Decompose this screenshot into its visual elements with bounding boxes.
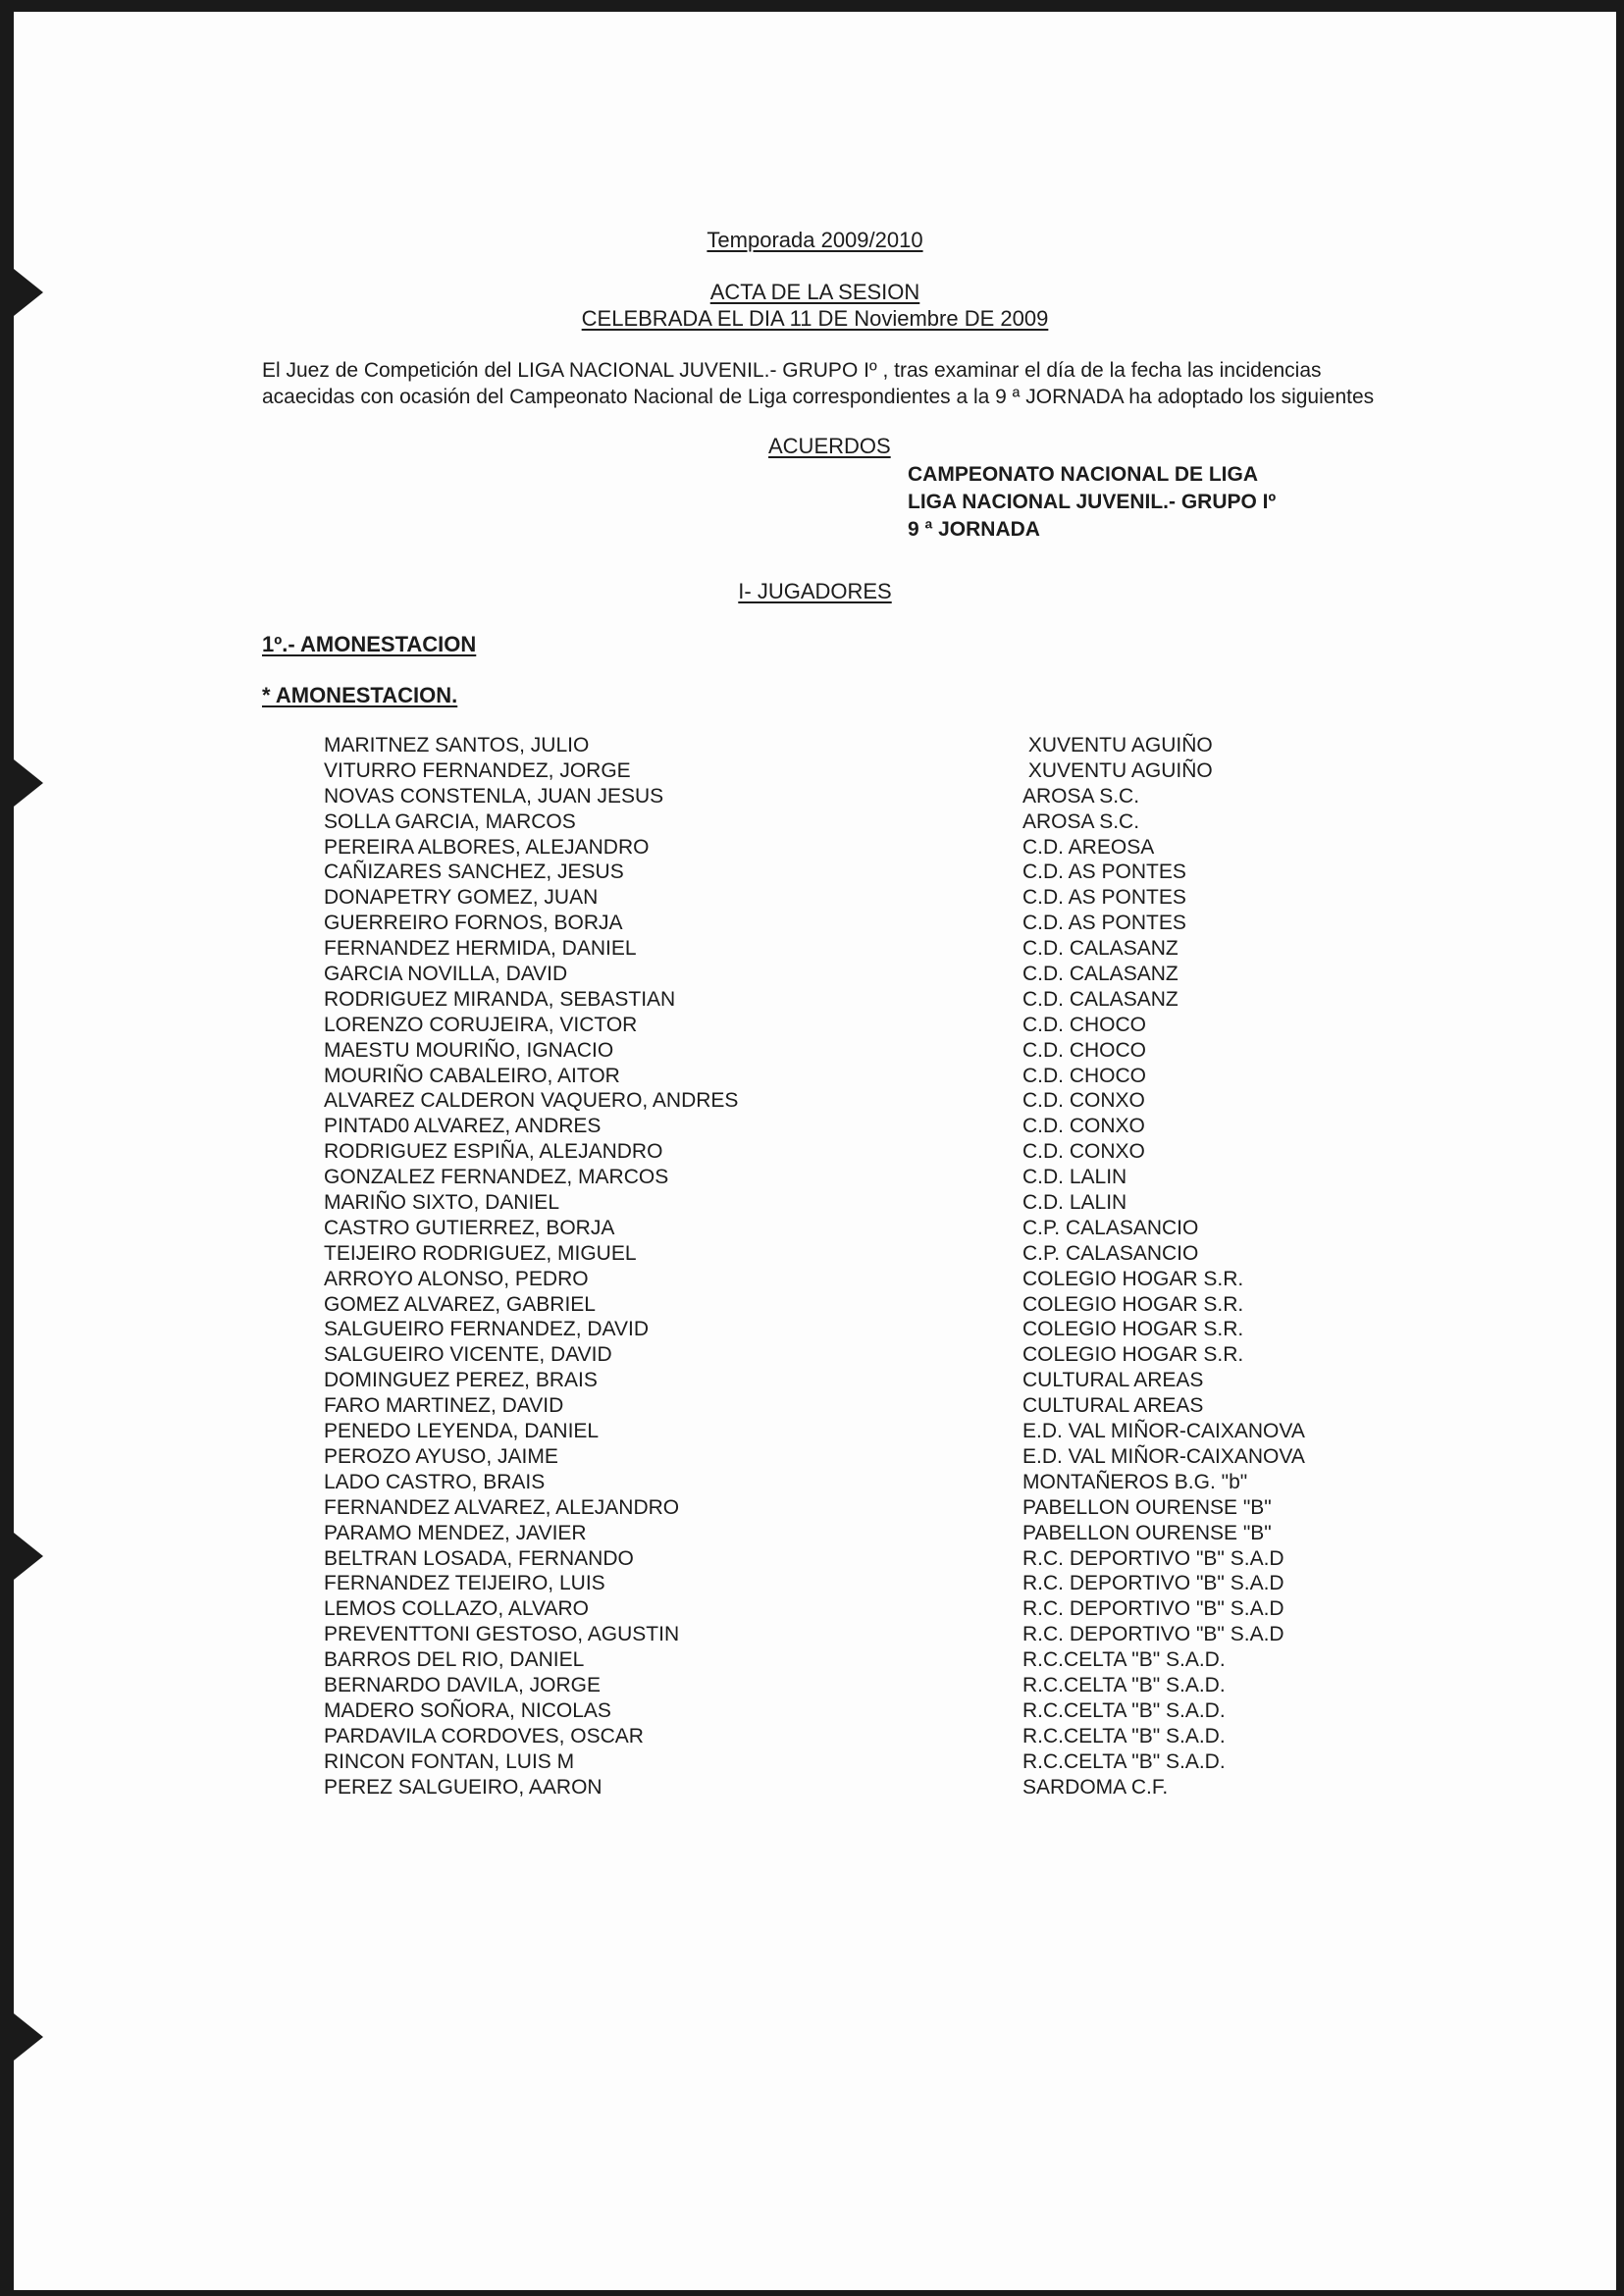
player-row xyxy=(324,1775,1305,1800)
player-name: BERNARDO DAVILA, JORGE xyxy=(324,1673,602,1696)
competition-name: CAMPEONATO NACIONAL DE LIGA xyxy=(908,463,1259,486)
acuerdos-label: ACUERDOS xyxy=(768,434,891,458)
player-name: MARIÑO SIXTO, DANIEL xyxy=(324,1191,559,1215)
player-club: R.C. DEPORTIVO "B" S.A.D xyxy=(1022,1597,1284,1621)
player-club: MONTAÑEROS B.G. "b" xyxy=(1022,1470,1248,1493)
player-club: C.D. CALASANZ xyxy=(1022,987,1179,1011)
player-club: C.P. CALASANCIO xyxy=(1022,1241,1199,1265)
player-row xyxy=(324,784,1305,809)
player-club: C.D. AREOSA xyxy=(1022,835,1155,859)
player-club: AROSA S.C. xyxy=(1022,809,1140,833)
player-club: PABELLON OURENSE "B" xyxy=(1022,1521,1272,1544)
player-club: R.C.CELTA "B" S.A.D. xyxy=(1022,1698,1226,1722)
player-club: R.C.CELTA "B" S.A.D. xyxy=(1022,1724,1226,1748)
player-row xyxy=(324,733,1305,758)
player-name: FARO MARTINEZ, DAVID xyxy=(324,1394,564,1418)
player-club: C.D. CHOCO xyxy=(1022,1013,1146,1036)
player-row xyxy=(324,1393,1305,1419)
player-club: AROSA S.C. xyxy=(1022,784,1140,808)
player-row xyxy=(324,1088,1305,1114)
player-row xyxy=(324,1216,1305,1241)
scan-edge-notch xyxy=(14,2013,43,2061)
player-name: LADO CASTRO, BRAIS xyxy=(324,1470,546,1493)
session-date: CELEBRADA EL DIA 11 DE Noviembre DE 2009 xyxy=(581,306,1049,331)
player-club: R.C.CELTA "B" S.A.D. xyxy=(1022,1648,1226,1672)
player-club: SARDOMA C.F. xyxy=(1022,1775,1169,1799)
season-text: Temporada 2009/2010 xyxy=(707,228,923,252)
session-date-heading xyxy=(14,306,1616,332)
player-name: DOMINGUEZ PEREZ, BRAIS xyxy=(324,1369,598,1392)
player-name: CASTRO GUTIERREZ, BORJA xyxy=(324,1216,615,1239)
player-row xyxy=(324,809,1305,835)
player-club: CULTURAL AREAS xyxy=(1022,1369,1204,1392)
round-name: 9 ª JORNADA xyxy=(908,518,1040,541)
player-row xyxy=(324,1241,1305,1267)
league-name: LIGA NACIONAL JUVENIL.- GRUPO Iº xyxy=(908,491,1277,513)
acta-heading xyxy=(14,280,1616,305)
player-club: PABELLON OURENSE "B" xyxy=(1022,1495,1272,1519)
player-row xyxy=(324,1064,1305,1089)
scan-edge-notch xyxy=(14,759,43,807)
player-row xyxy=(324,1596,1305,1622)
player-name: DONAPETRY GOMEZ, JUAN xyxy=(324,886,599,910)
player-name: NOVAS CONSTENLA, JUAN JESUS xyxy=(324,784,664,808)
player-row xyxy=(324,1013,1305,1038)
player-club: C.D. CONXO xyxy=(1022,1140,1145,1164)
player-row xyxy=(324,1673,1305,1698)
player-name: RINCON FONTAN, LUIS M xyxy=(324,1749,575,1773)
player-club: E.D. VAL MIÑOR-CAIXANOVA xyxy=(1022,1444,1305,1468)
player-club: R.C. DEPORTIVO "B" S.A.D xyxy=(1022,1623,1284,1646)
player-name: GONZALEZ FERNANDEZ, MARCOS xyxy=(324,1166,669,1189)
player-row xyxy=(324,835,1305,861)
player-row xyxy=(324,1190,1305,1216)
player-club: CULTURAL AREAS xyxy=(1022,1394,1204,1418)
competition-block xyxy=(908,461,1276,544)
player-club: COLEGIO HOGAR S.R. xyxy=(1022,1292,1244,1316)
player-name: PREVENTTONI GESTOSO, AGUSTIN xyxy=(324,1623,680,1646)
player-row xyxy=(324,1470,1305,1495)
player-club: R.C.CELTA "B" S.A.D. xyxy=(1022,1749,1226,1773)
player-name: MARITNEZ SANTOS, JULIO xyxy=(324,734,590,757)
player-name: ARROYO ALONSO, PEDRO xyxy=(324,1267,589,1290)
player-name: VITURRO FERNANDEZ, JORGE xyxy=(324,758,631,782)
player-name: FERNANDEZ HERMIDA, DANIEL xyxy=(324,937,637,961)
player-club: C.D. CALASANZ xyxy=(1022,963,1179,986)
player-row xyxy=(324,911,1305,936)
scan-edge-notch xyxy=(14,1533,43,1580)
player-club: C.D. LALIN xyxy=(1022,1191,1127,1215)
player-name: MAESTU MOURIÑO, IGNACIO xyxy=(324,1038,614,1062)
player-name: BELTRAN LOSADA, FERNANDO xyxy=(324,1546,634,1570)
player-club: R.C. DEPORTIVO "B" S.A.D xyxy=(1022,1572,1284,1595)
player-name: RODRIGUEZ MIRANDA, SEBASTIAN xyxy=(324,987,676,1011)
player-name: GARCIA NOVILLA, DAVID xyxy=(324,963,568,986)
player-club: COLEGIO HOGAR S.R. xyxy=(1022,1267,1244,1290)
player-name: TEIJEIRO RODRIGUEZ, MIGUEL xyxy=(324,1241,637,1265)
subsection-title: 1º.- AMONESTACION xyxy=(262,632,477,656)
player-row xyxy=(324,758,1305,784)
player-club: E.D. VAL MIÑOR-CAIXANOVA xyxy=(1022,1420,1305,1443)
player-row xyxy=(324,1622,1305,1647)
document-page xyxy=(14,12,1616,2290)
player-name: GUERREIRO FORNOS, BORJA xyxy=(324,912,623,935)
player-row xyxy=(324,1749,1305,1775)
player-name: BARROS DEL RIO, DANIEL xyxy=(324,1648,585,1672)
player-club: C.D. CHOCO xyxy=(1022,1064,1146,1087)
player-name: SALGUEIRO VICENTE, DAVID xyxy=(324,1343,612,1367)
acta-title: ACTA DE LA SESION xyxy=(709,280,920,304)
player-row xyxy=(324,936,1305,962)
players-section-heading xyxy=(14,579,1616,604)
player-name: PENEDO LEYENDA, DANIEL xyxy=(324,1420,600,1443)
player-club: C.D. LALIN xyxy=(1022,1166,1127,1189)
player-row xyxy=(324,1114,1305,1139)
player-name: RODRIGUEZ ESPIÑA, ALEJANDRO xyxy=(324,1140,663,1164)
intro-line-1: El Juez de Competición del LIGA NACIONAL JUVENIL.- GRUPO Iº , tras examinar el día de la fecha las incidencias xyxy=(262,359,1322,382)
player-club: XUVENTU AGUIÑO xyxy=(1022,758,1213,782)
player-row xyxy=(324,1546,1305,1572)
player-name: PEROZO AYUSO, JAIME xyxy=(324,1444,558,1468)
player-name: LORENZO CORUJEIRA, VICTOR xyxy=(324,1013,638,1036)
player-name: LEMOS COLLAZO, ALVARO xyxy=(324,1597,589,1621)
player-row xyxy=(324,1317,1305,1342)
player-name: FERNANDEZ ALVAREZ, ALEJANDRO xyxy=(324,1495,680,1519)
player-name: PEREIRA ALBORES, ALEJANDRO xyxy=(324,835,650,859)
season-heading xyxy=(14,228,1616,253)
player-name: PARAMO MENDEZ, JAVIER xyxy=(324,1521,587,1544)
player-name: SOLLA GARCIA, MARCOS xyxy=(324,809,576,833)
player-row xyxy=(324,885,1305,911)
player-name: PEREZ SALGUEIRO, AARON xyxy=(324,1775,602,1799)
player-row xyxy=(324,1419,1305,1444)
player-row xyxy=(324,1647,1305,1673)
player-club: R.C.CELTA "B" S.A.D. xyxy=(1022,1673,1226,1696)
player-row xyxy=(324,1521,1305,1546)
player-club: C.P. CALASANCIO xyxy=(1022,1216,1199,1239)
player-row xyxy=(324,987,1305,1013)
intro-line-2: acaecidas con ocasión del Campeonato Nacional de Liga correspondientes a la 9 ª JORNADA ha adoptado los siguientes xyxy=(262,386,1375,408)
player-row xyxy=(324,1698,1305,1724)
player-name: ALVAREZ CALDERON VAQUERO, ANDRES xyxy=(324,1089,739,1113)
player-row xyxy=(324,1139,1305,1165)
player-club: COLEGIO HOGAR S.R. xyxy=(1022,1343,1244,1367)
players-section-title: I- JUGADORES xyxy=(738,579,892,603)
player-row xyxy=(324,1571,1305,1596)
player-row xyxy=(324,1724,1305,1749)
player-club: C.D. CALASANZ xyxy=(1022,937,1179,961)
player-club: C.D. AS PONTES xyxy=(1022,912,1186,935)
player-row xyxy=(324,1444,1305,1470)
player-club: C.D. CHOCO xyxy=(1022,1038,1146,1062)
player-list xyxy=(324,733,1305,1800)
player-name: PARDAVILA CORDOVES, OSCAR xyxy=(324,1724,644,1748)
player-name: GOMEZ ALVAREZ, GABRIEL xyxy=(324,1292,596,1316)
player-name: MADERO SOÑORA, NICOLAS xyxy=(324,1698,611,1722)
player-name: MOURIÑO CABALEIRO, AITOR xyxy=(324,1064,620,1087)
player-name: PINTAD0 ALVAREZ, ANDRES xyxy=(324,1115,602,1138)
player-row xyxy=(324,860,1305,885)
player-name: SALGUEIRO FERNANDEZ, DAVID xyxy=(324,1318,649,1341)
player-row xyxy=(324,962,1305,987)
player-club: C.D. AS PONTES xyxy=(1022,886,1186,910)
player-row xyxy=(324,1038,1305,1064)
player-club: COLEGIO HOGAR S.R. xyxy=(1022,1318,1244,1341)
intro-paragraph xyxy=(262,357,1374,410)
player-club: XUVENTU AGUIÑO xyxy=(1022,734,1213,757)
player-row xyxy=(324,1368,1305,1393)
player-club: C.D. CONXO xyxy=(1022,1089,1145,1113)
player-row xyxy=(324,1292,1305,1318)
player-club: R.C. DEPORTIVO "B" S.A.D xyxy=(1022,1546,1284,1570)
player-row xyxy=(324,1267,1305,1292)
player-row xyxy=(324,1495,1305,1521)
list-title: * AMONESTACION. xyxy=(262,683,458,707)
player-name: CAÑIZARES SANCHEZ, JESUS xyxy=(324,861,624,884)
player-name: FERNANDEZ TEIJEIRO, LUIS xyxy=(324,1572,605,1595)
player-club: C.D. AS PONTES xyxy=(1022,861,1186,884)
player-club: C.D. CONXO xyxy=(1022,1115,1145,1138)
player-row xyxy=(324,1165,1305,1190)
player-row xyxy=(324,1342,1305,1368)
